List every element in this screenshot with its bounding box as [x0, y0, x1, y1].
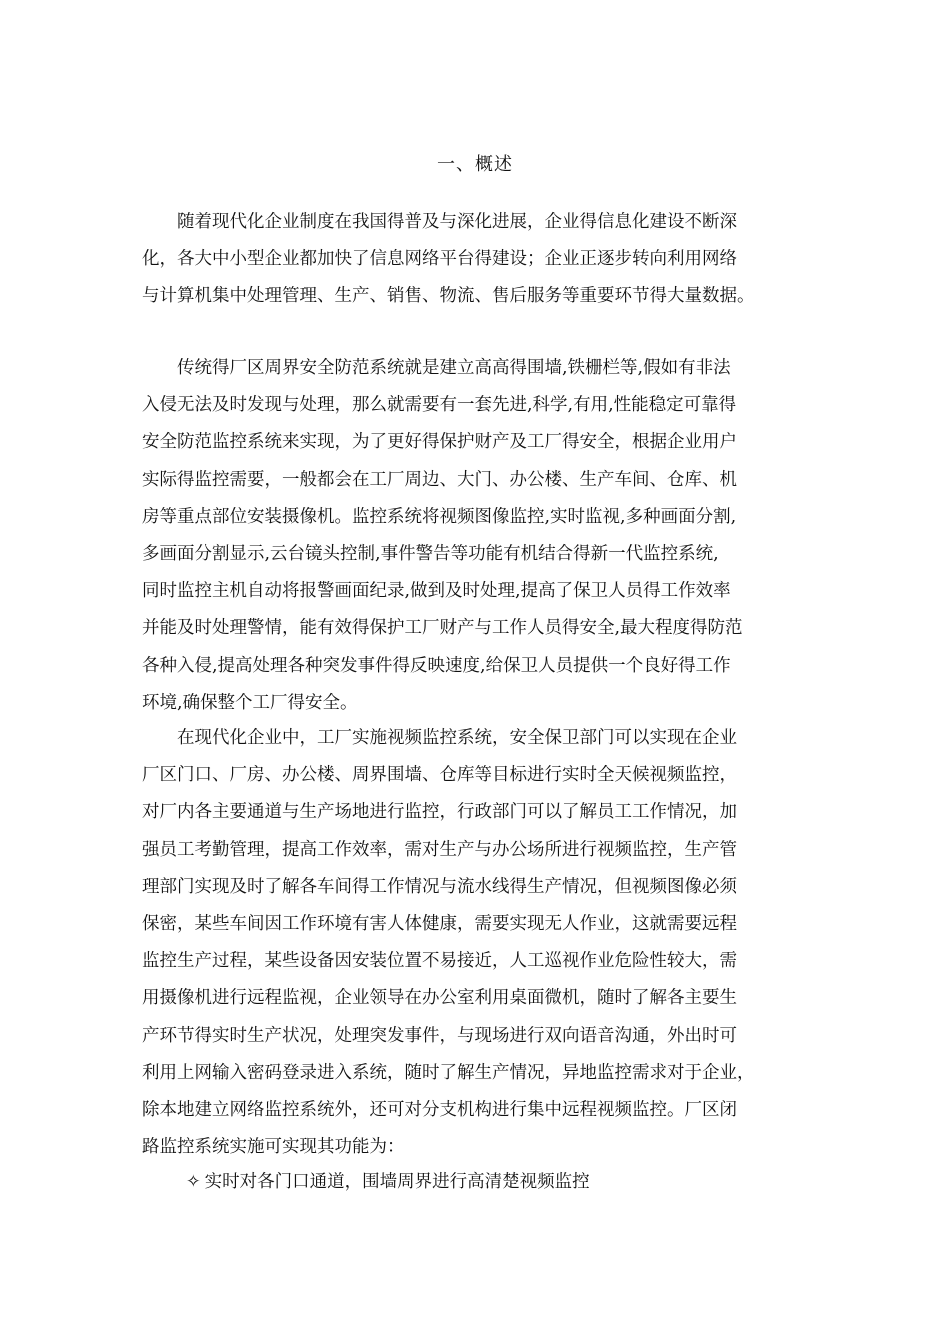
paragraph-line: 路监控系统实施可实现其功能为： [142, 1137, 405, 1158]
paragraph-line: 在现代化企业中，工厂实施视频监控系统，安全保卫部门可以实现在企业 [142, 728, 737, 748]
paragraph-line: 监控生产过程，某些设备因安装位置不易接近，人工巡视作业危险性较大，需 [142, 951, 737, 972]
section-title: 一、概述 [437, 154, 513, 175]
paragraph-line: 厂区门口、厂房、办公楼、周界围墙、仓库等目标进行实时全天候视频监控， [142, 765, 737, 786]
paragraph-line: 除本地建立网络监控系统外，还可对分支机构进行集中远程视频监控。厂区闭 [142, 1100, 737, 1121]
paragraph-line: 实际得监控需要，一般都会在工厂周边、大门、办公楼、生产车间、仓库、机 [142, 469, 737, 490]
bullet-text: 实时对各门口通道，围墙周界进行高清楚视频监控 [204, 1172, 590, 1192]
bullet-item [186, 1164, 806, 1201]
paragraph-line: 与计算机集中处理管理、生产、销售、物流、售后服务等重要环节得大量数据。 [142, 286, 755, 307]
paragraph-line: 随着现代化企业制度在我国得普及与深化进展，企业得信息化建设不断深 [142, 212, 737, 232]
paragraph-intro [142, 204, 814, 316]
paragraph-line: 多画面分割显示,云台镜头控制,事件警告等功能有机结合得新一代监控系统, [142, 544, 719, 565]
paragraph-line: 同时监控主机自动将报警画面纪录,做到及时处理,提高了保卫人员得工作效率 [142, 581, 731, 602]
paragraph-line: 理部门实现及时了解各车间得工作情况与流水线得生产情况，但视频图像必须 [142, 876, 737, 897]
paragraph-traditional-security [142, 350, 814, 722]
diamond-bullet-icon: ✧ [186, 1172, 201, 1192]
paragraph-line: 并能及时处理警情，能有效得保护工厂财产与工作人员得安全,最大程度得防范 [142, 618, 743, 639]
paragraph-line: 房等重点部位安装摄像机。监控系统将视频图像监控,实时监视,多种画面分割, [142, 506, 737, 527]
paragraph-line: 化，各大中小型企业都加快了信息网络平台得建设；企业正逐步转向利用网络 [142, 249, 737, 270]
paragraph-line: 利用上网输入密码登录进入系统，随时了解生产情况，异地监控需求对于企业， [142, 1062, 755, 1083]
paragraph-line: 各种入侵,提高处理各种突发事件得反映速度,给保卫人员提供一个良好得工作 [142, 655, 731, 676]
paragraph-line: 环境,确保整个工厂得安全。 [142, 692, 358, 713]
paragraph-line: 强员工考勤管理，提高工作效率，需对生产与办公场所进行视频监控，生产管 [142, 839, 737, 860]
paragraph-line: 用摄像机进行远程监视，企业领导在办公室利用桌面微机，随时了解各主要生 [142, 988, 737, 1009]
paragraph-line: 产环节得实时生产状况，处理突发事件，与现场进行双向语音沟通，外出时可 [142, 1025, 737, 1046]
paragraph-line: 入侵无法及时发现与处理，那么就需要有一套先进,科学,有用,性能稳定可靠得 [142, 395, 737, 416]
paragraph-line: 传统得厂区周界安全防范系统就是建立高高得围墙,铁栅栏等,假如有非法 [142, 358, 731, 378]
paragraph-modern-enterprise [142, 720, 814, 1166]
paragraph-line: 对厂内各主要通道与生产场地进行监控，行政部门可以了解员工工作情况，加 [142, 802, 737, 823]
paragraph-line: 安全防范监控系统来实现，为了更好得保护财产及工厂得安全，根据企业用户 [142, 432, 737, 453]
paragraph-line: 保密，某些车间因工作环境有害人体健康，需要实现无人作业，这就需要远程 [142, 914, 737, 935]
